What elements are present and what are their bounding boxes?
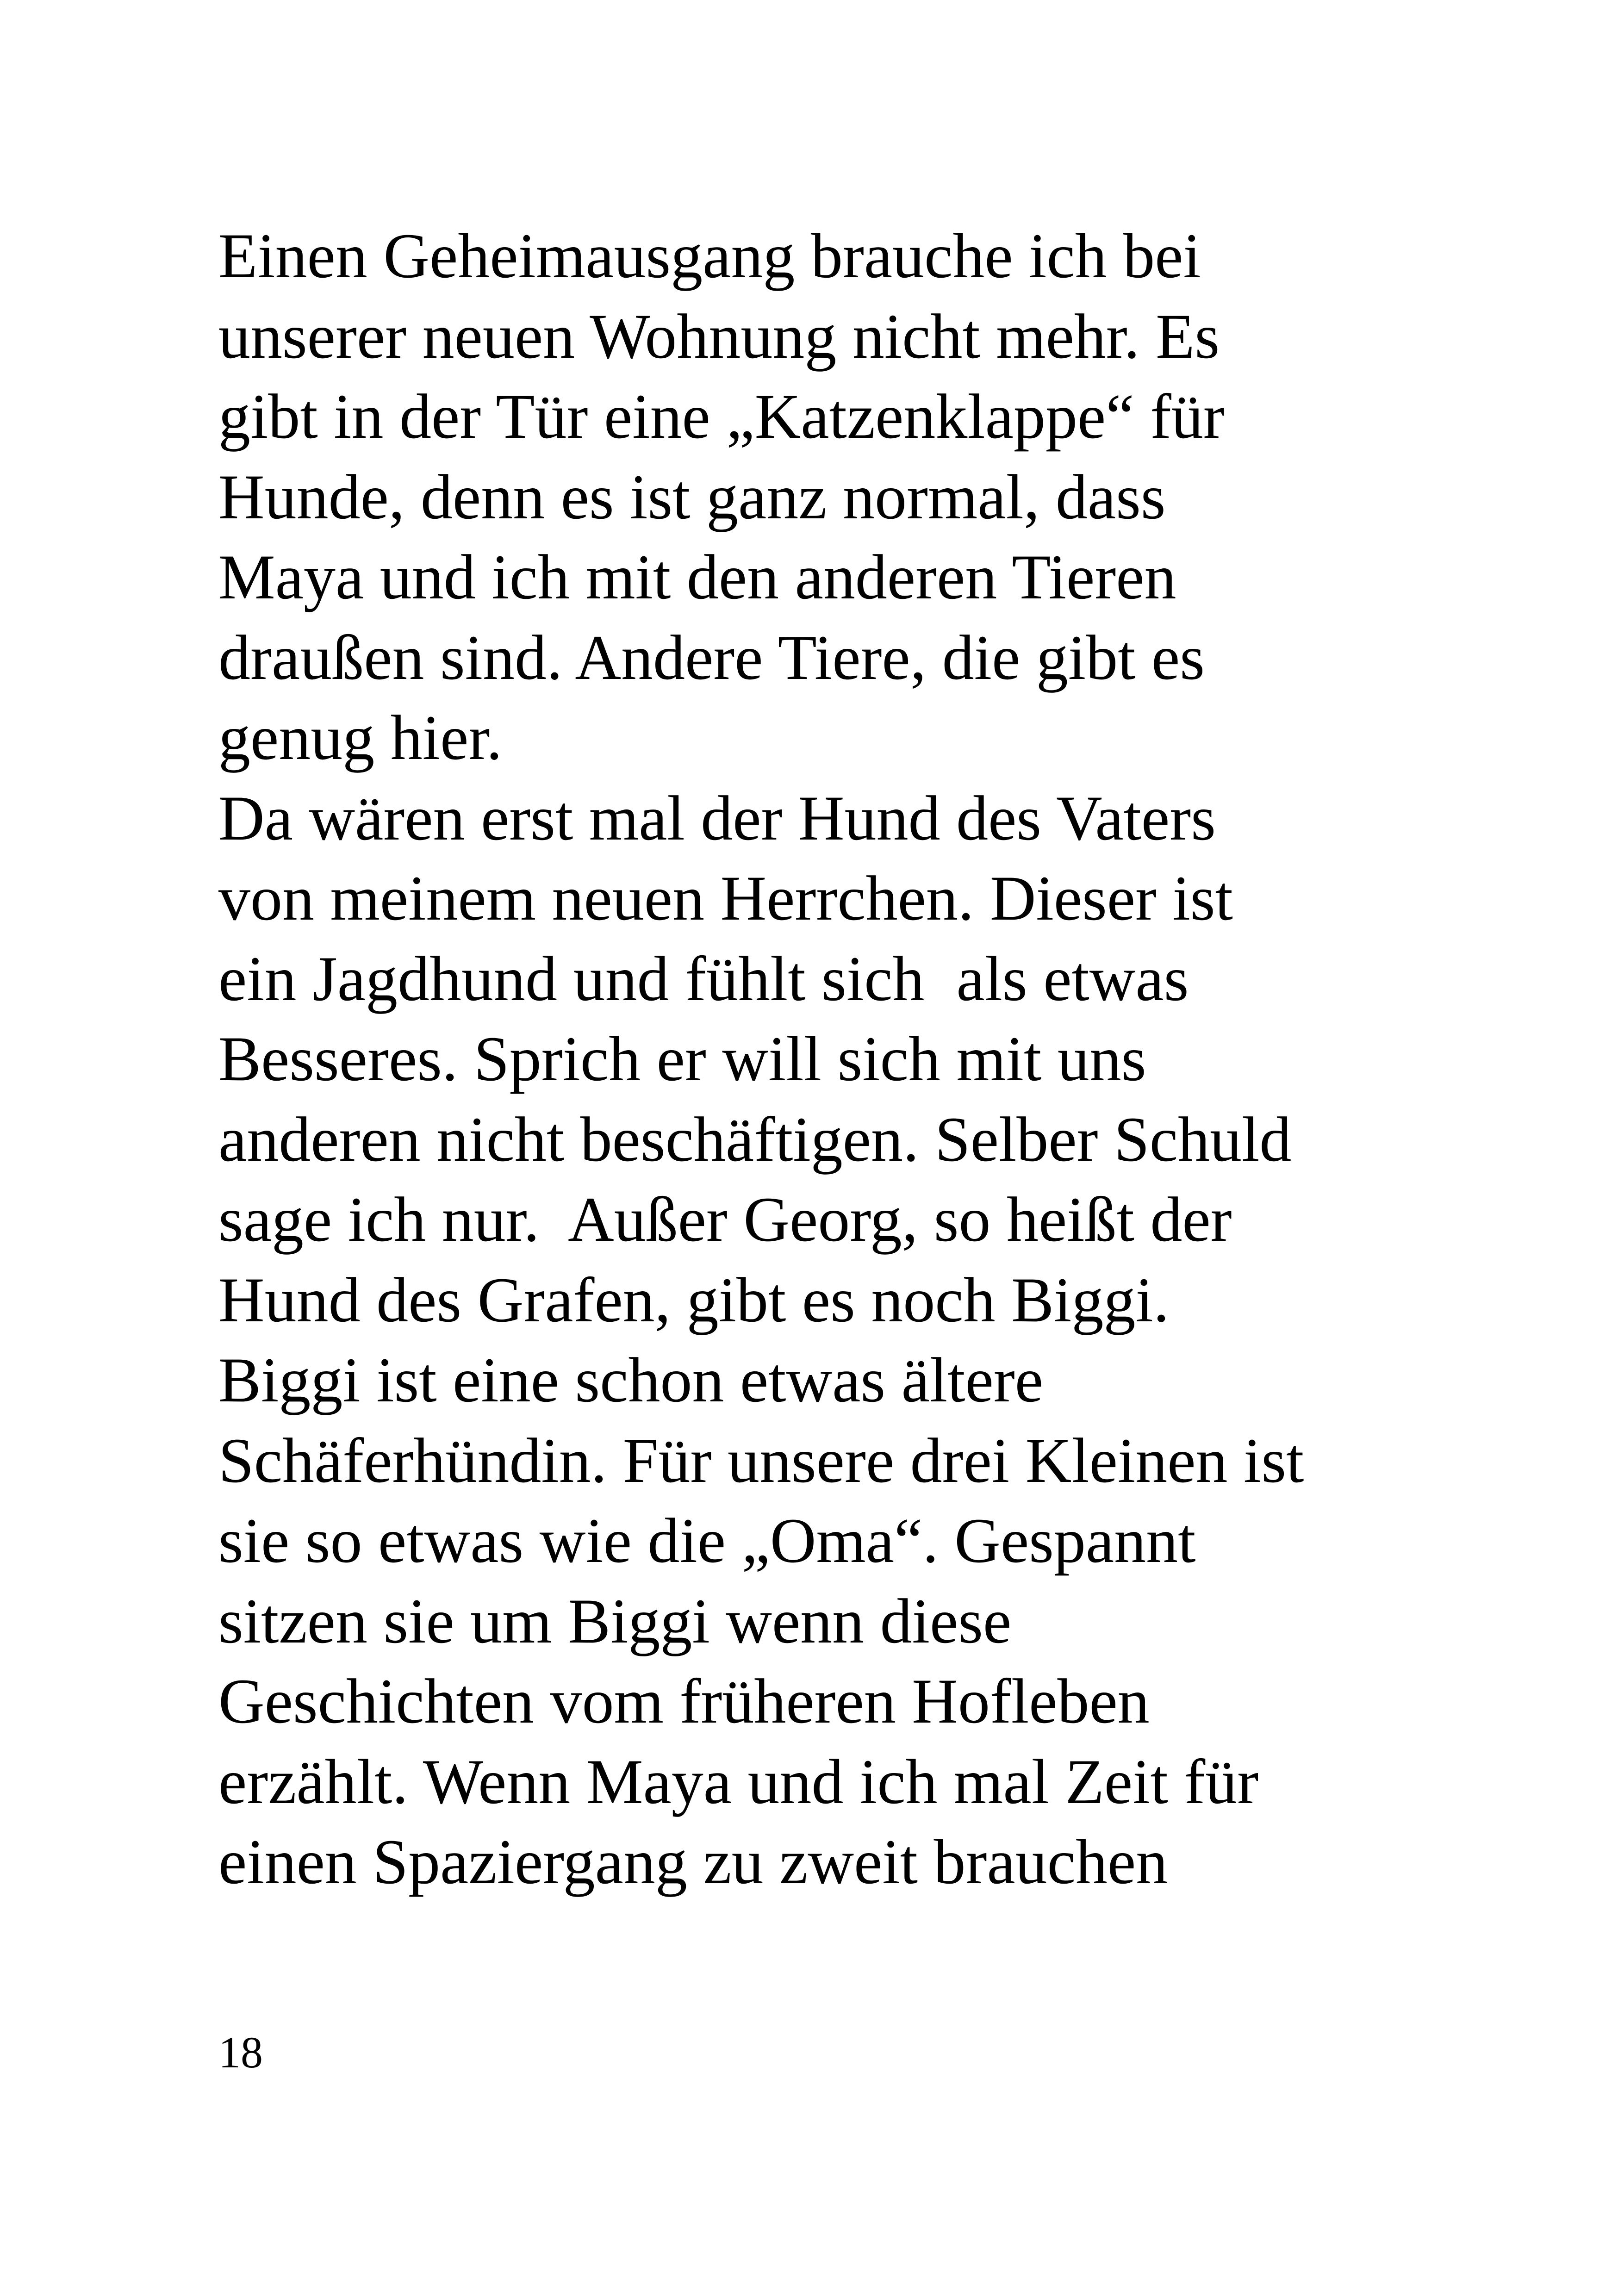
text-line: Geschichten vom früheren Hofleben — [218, 1666, 1150, 1736]
text-line: draußen sind. Andere Tiere, die gibt es — [218, 622, 1205, 693]
text-line: Schäferhündin. Für unsere drei Kleinen ist — [218, 1425, 1304, 1496]
text-line: gibt in der Tür eine „Katzenklappe“ für — [218, 381, 1225, 452]
text-line: anderen nicht beschäftigen. Selber Schuld — [218, 1103, 1292, 1175]
text-line: Einen Geheimausgang brauche ich bei — [218, 220, 1201, 291]
text-line: Hund des Grafen, gibt es noch Biggi. — [218, 1264, 1170, 1335]
text-line: sage ich nur. Außer Georg, so heißt der — [218, 1184, 1232, 1255]
text-line: Hunde, denn es ist ganz normal, dass — [218, 461, 1166, 532]
text-line: unserer neuen Wohnung nicht mehr. Es — [218, 300, 1220, 372]
text-line: genug hier. — [218, 702, 503, 773]
text-line: Maya und ich mit den anderen Tieren — [218, 541, 1176, 612]
text-line: sitzen sie um Biggi wenn diese — [218, 1585, 1012, 1656]
text-line: erzählt. Wenn Maya und ich mal Zeit für — [218, 1746, 1259, 1817]
body-text — [218, 216, 1468, 1902]
text-line: Biggi ist eine schon etwas ältere — [218, 1344, 1044, 1415]
text-line: Da wären erst mal der Hund des Vaters — [218, 782, 1216, 853]
text-line: Besseres. Sprich er will sich mit uns — [218, 1023, 1146, 1094]
text-line: ein Jagdhund und fühlt sich als etwas — [218, 943, 1189, 1014]
text-line: sie so etwas wie die „Oma“. Gespannt — [218, 1505, 1196, 1576]
text-line: von meinem neuen Herrchen. Dieser ist — [218, 863, 1233, 933]
page-number: 18 — [218, 2028, 263, 2077]
text-line: einen Spaziergang zu zweit brauchen — [218, 1826, 1168, 1897]
